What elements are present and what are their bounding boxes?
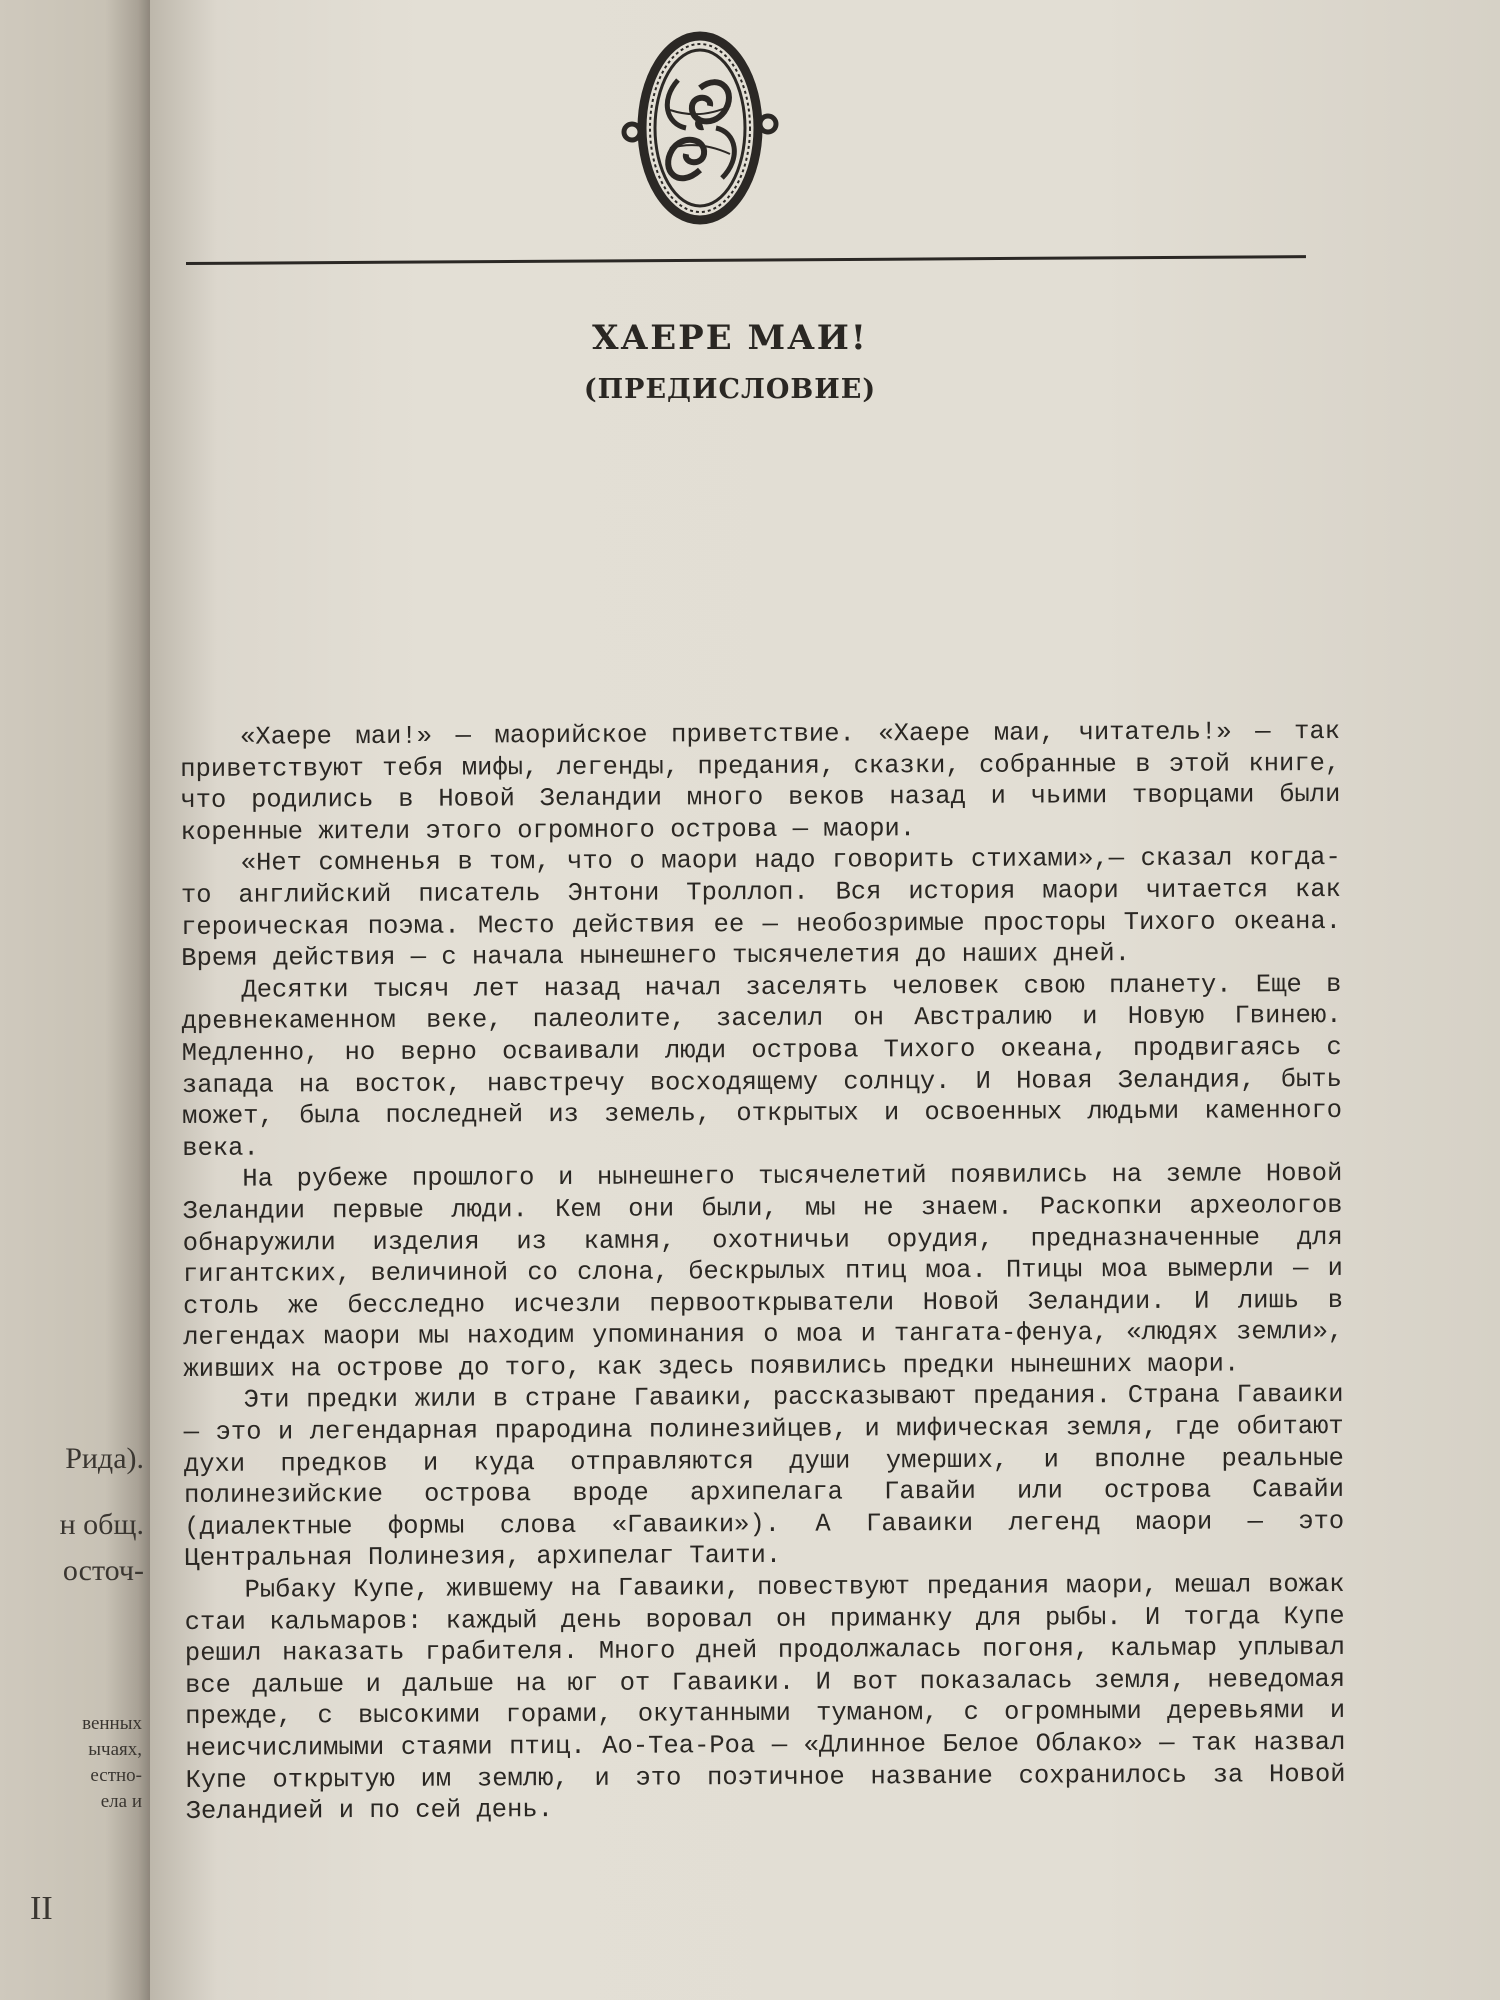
chapter-title: ХАЕРЕ МАИ! [592,318,868,358]
left-page-fragment: ела и [100,1791,142,1812]
paragraph: «Нет сомненья в том, что о маори надо говорить стихами»,— сказал когда-то английский писатель Энтони Троллоп. Вся история маори читается как героическая поэма. Место действия ее — необозримые просторы Тихого океана. Время действия — с начала нынешнего тысячелетия до наших дней. [180,843,1342,974]
left-page-fragment: ычаях, [88,1739,142,1760]
left-page-fragment: осточ- [62,1554,144,1587]
header-rule [186,255,1306,265]
body-text [180,716,1346,1828]
left-page-fragment: н общ. [59,1508,144,1541]
left-page-fragment: Рида). [65,1442,144,1475]
spiral-ornament-icon [620,20,780,240]
chapter-subtitle: (ПРЕДИСЛОВИЕ) [583,374,877,405]
left-page-fragment: венных [82,1713,142,1734]
left-page-fragment: естно- [90,1765,142,1786]
left-page-fragment: II [30,1890,53,1927]
left-page-edge [0,0,150,2000]
paragraph: На рубеже прошлого и нынешнего тысячелетий появились на земле Новой Зеландии первые люди. Кем они были, мы не знаем. Раскопки археологов обнаружили изделия из камня, охотничьи орудия, предназначенные для гигантских, величиной со слона, бескрылых птиц моа. Птицы моа вымерли — и столь же бесследно исчезли первооткрыватели Новой Зеландии. И лишь в легендах маори мы находим упоминания о моа и тангата-фенуа, «людях земли», живших на острове до того, как здесь появились предки нынешних маори. [182,1159,1344,1384]
paragraph: Рыбаку Купе, жившему на Гаваики, повествуют предания маори, мешал вожак стаи кальмаров: каждый день воровал он приманку для рыбы. И тогда Купе решил наказать грабителя. Много дней продолжалась погоня, кальмар уплывал все дальше и дальше на юг от Гаваики. И вот показалась земля, неведомая прежде, с высокими горами, окутанными туманом, с огромными деревьями и неисчислимыми стаями птиц. Ао-Теа-Роа — «Длинное Белое Облако» — так назвал Купе открытую им землю, и это поэтичное название сохранилось за Новой Зеландией и по сей день. [184,1569,1346,1827]
paragraph: Эти предки жили в стране Гаваики, рассказывают предания. Страна Гаваики — это и легендарная прародина полинезийцев, и мифическая земля, где обитают духи предков и куда отправляются души умерших, и вполне реальные полинезийские острова вроде архипелага Гавайи или острова Савайи (диалектные формы слова «Гаваики»). А Гаваики легенд маори — это Центральная Полинезия, архипелаг Таити. [183,1380,1345,1574]
paragraph: Десятки тысяч лет назад начал заселять человек свою планету. Еще в древнекаменном веке, палеолите, заселил он Австралию и Новую Гвинею. Медленно, но верно осваивали люди острова Тихого океана, продвигаясь с запада на восток, навстречу восходящему солнцу. И Новая Зеландия, быть может, была последней из земель, открытых и освоенных людьми каменного века. [181,969,1343,1163]
paragraph: «Хаере маи!» — маорийское приветствие. «Хаере маи, читатель!» — так приветствуют тебя мифы, легенды, предания, сказки, собранные в этой книге, что родились в Новой Зеландии много веков назад и чьими творцами были коренные жители этого огромного острова — маори. [180,716,1341,847]
book-page [150,0,1500,2000]
